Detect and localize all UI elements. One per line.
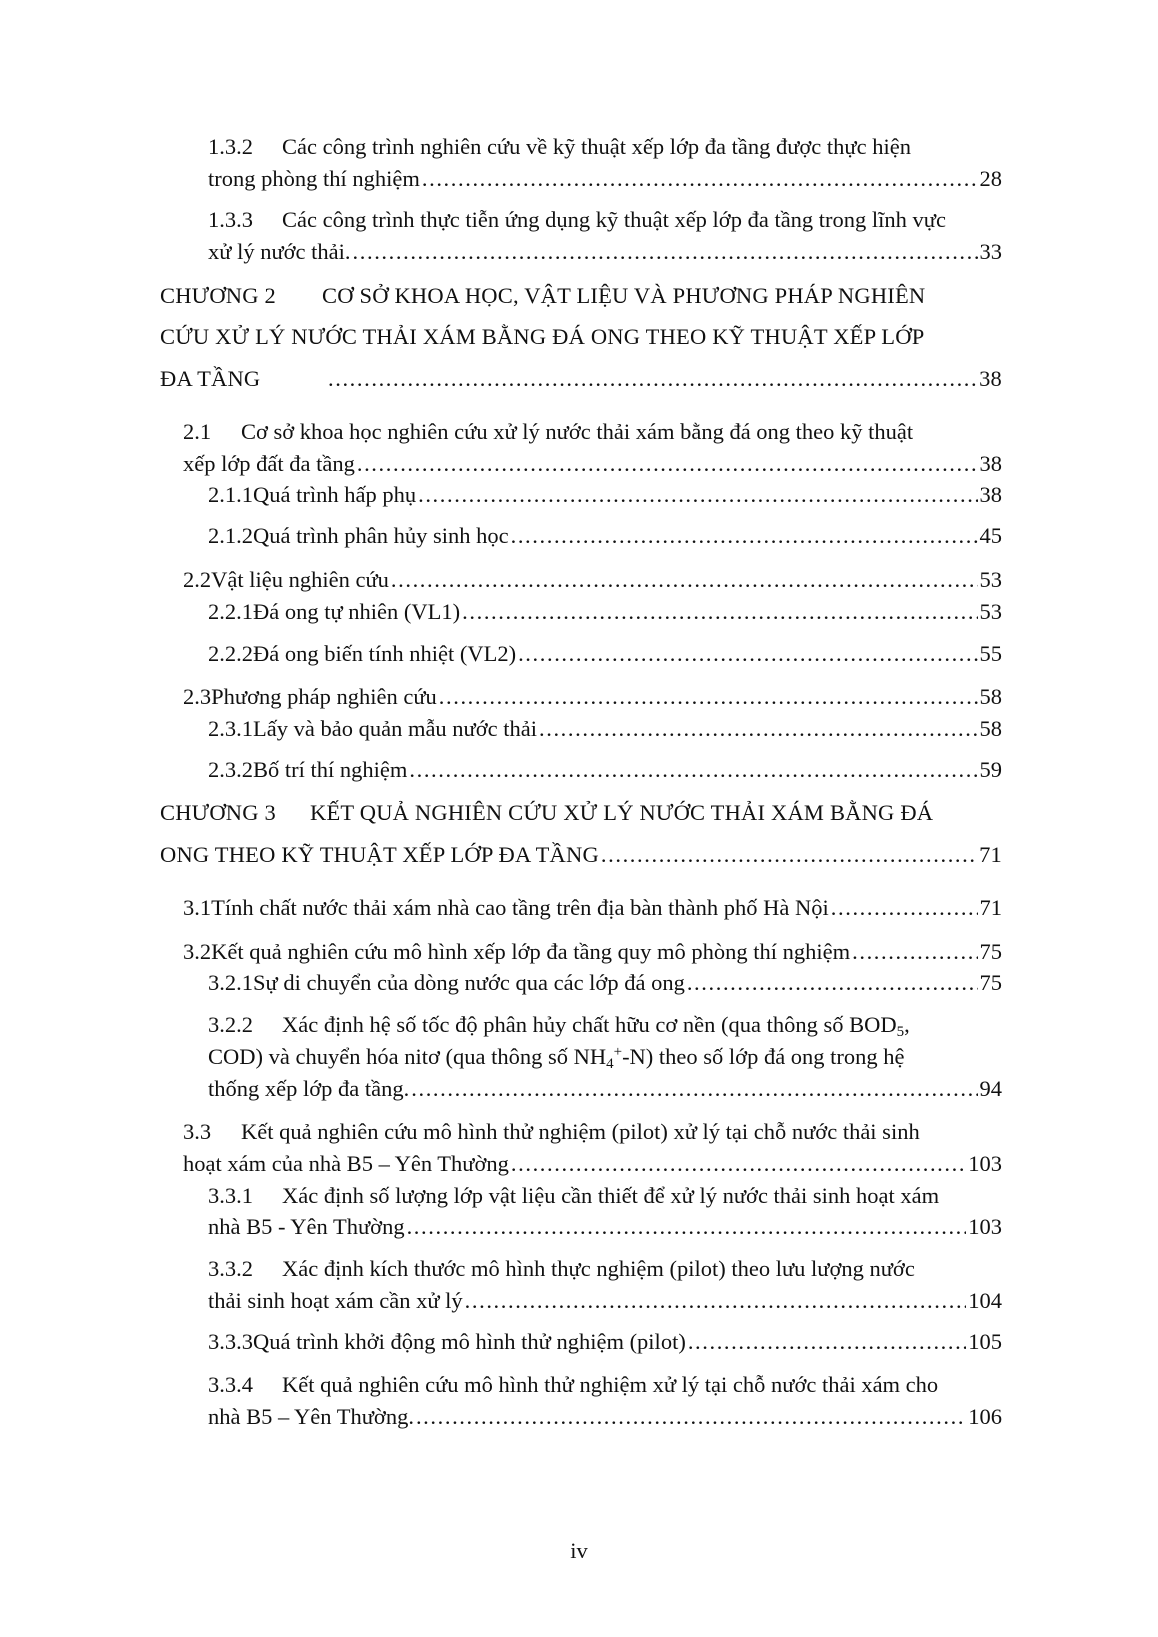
toc-number: 2.3.1 (208, 716, 253, 741)
toc-entry-3-3-2[interactable] (208, 1254, 915, 1284)
chapter-title-line-2: CỨU XỬ LÝ NƯỚC THẢI XÁM BẰNG ĐÁ ONG THEO KỸ THUẬT XẾP LỚP (160, 324, 925, 349)
toc-title-cont: trong phòng thí nghiệm (208, 166, 420, 191)
chapter-number: CHƯƠNG 2 (160, 283, 276, 308)
toc-page: 38 (979, 366, 1002, 391)
toc-number: 2.1.1 (208, 482, 253, 507)
toc-page: 38 (979, 482, 1002, 507)
dot-leader (511, 1149, 966, 1179)
toc-leader-3-3-4[interactable] (208, 1402, 1002, 1432)
toc-entry-3-2-2-line2 (208, 1042, 905, 1072)
toc-title: Vật liệu nghiên cứu (211, 567, 389, 592)
subscript: 4 (606, 1056, 614, 1072)
superscript: + (613, 1044, 623, 1060)
toc-title-cont: -N) theo số lớp đá ong trong hệ (622, 1044, 905, 1069)
toc-leader-3-3[interactable] (183, 1149, 1002, 1179)
toc-title: Xác định hệ số tốc độ phân hủy chất hữu cơ nền (qua thông số BOD (282, 1012, 897, 1037)
toc-leader-1-3-2[interactable] (208, 164, 1002, 194)
toc-title: Xác định số lượng lớp vật liệu cần thiết để xử lý nước thải sinh hoạt xám (282, 1183, 940, 1208)
dot-leader (407, 1212, 967, 1242)
toc-entry-3-3-1[interactable] (208, 1181, 939, 1211)
dot-leader (852, 937, 977, 967)
toc-entry-2-2-2[interactable] (208, 639, 1002, 669)
toc-leader-chapter-2[interactable] (160, 364, 1002, 394)
dot-leader (357, 449, 978, 479)
toc-title: Quá trình phân hủy sinh học (253, 523, 509, 548)
toc-title-cont: nhà B5 - Yên Thường (208, 1214, 405, 1239)
toc-leader-3-3-2[interactable] (208, 1286, 1002, 1316)
toc-entry-2-3-2[interactable] (208, 755, 1002, 785)
toc-leader-3-3-1[interactable] (208, 1212, 1002, 1242)
toc-entry-3-2-1[interactable] (208, 968, 1002, 998)
chapter-title-line-2: ONG THEO KỸ THUẬT XẾP LỚP ĐA TẦNG (160, 842, 599, 867)
page-number: iv (570, 1538, 588, 1563)
toc-page: 75 (979, 970, 1002, 995)
toc-number: 3.3.4 (208, 1372, 253, 1397)
toc-page: 75 (979, 939, 1002, 964)
toc-title: Kết quả nghiên cứu mô hình thử nghiệm xử lý tại chỗ nước thải xám cho (282, 1372, 939, 1397)
toc-number: 3.3 (183, 1119, 212, 1144)
toc-title-cont: COD) và chuyển hóa nitơ (qua thông số NH (208, 1044, 607, 1069)
toc-title: Đá ong tự nhiên (VL1) (253, 599, 461, 624)
toc-page: 58 (979, 716, 1002, 741)
toc-leader-2-1[interactable] (183, 449, 1002, 479)
chapter-title-line-3: ĐA TẦNG (160, 366, 261, 391)
toc-title-cont: hoạt xám của nhà B5 – Yên Thường (183, 1151, 509, 1176)
toc-number: 3.3.2 (208, 1256, 253, 1281)
dot-leader (462, 597, 977, 627)
toc-page: 71 (979, 842, 1002, 867)
toc-page: 103 (968, 1151, 1002, 1176)
toc-page: 71 (979, 895, 1002, 920)
toc-entry-2-1-2[interactable] (208, 521, 1002, 551)
toc-number: 3.1 (183, 895, 212, 920)
toc-entry-3-3[interactable] (183, 1117, 920, 1147)
toc-entry-1-3-3[interactable] (208, 205, 946, 235)
toc-title: Kết quả nghiên cứu mô hình thử nghiệm (pilot) xử lý tại chỗ nước thải sinh (241, 1119, 920, 1144)
toc-page: 55 (979, 641, 1002, 666)
toc-title-cont: thống xếp lớp đa tầng. (208, 1076, 410, 1101)
chapter-title: KẾT QUẢ NGHIÊN CỨU XỬ LÝ NƯỚC THẢI XÁM BẰNG ĐÁ (310, 800, 934, 825)
toc-page: 53 (979, 567, 1002, 592)
toc-entry-3-3-3[interactable] (208, 1327, 1002, 1357)
dot-leader (422, 164, 978, 194)
toc-number: 3.2.2 (208, 1012, 253, 1037)
toc-title: Xác định kích thước mô hình thực nghiệm (pilot) theo lưu lượng nước (282, 1256, 915, 1281)
toc-title: Các công trình nghiên cứu về kỹ thuật xếp lớp đa tầng được thực hiện (282, 134, 911, 159)
toc-chapter-2[interactable] (160, 281, 925, 311)
toc-number: 2.1.2 (208, 523, 253, 548)
toc-number: 2.2.2 (208, 641, 253, 666)
dot-leader (518, 639, 977, 669)
toc-entry-3-3-4[interactable] (208, 1370, 938, 1400)
toc-page: 94 (979, 1076, 1002, 1101)
toc-title-cont: thải sinh hoạt xám cần xử lý (208, 1288, 463, 1313)
toc-title: Lấy và bảo quản mẫu nước thải (253, 716, 537, 741)
toc-leader-1-3-3[interactable] (208, 237, 1002, 267)
toc-entry-2-3[interactable] (183, 682, 1002, 712)
toc-entry-3-1[interactable] (183, 893, 1002, 923)
toc-number: 2.3 (183, 684, 212, 709)
dot-leader (465, 1286, 967, 1316)
toc-number: 3.3.1 (208, 1183, 253, 1208)
toc-number: 3.2.1 (208, 970, 253, 995)
toc-title-cont: xếp lớp đất đa tầng (183, 451, 355, 476)
toc-title: Các công trình thực tiễn ứng dụng kỹ thuật xếp lớp đa tầng trong lĩnh vực (282, 207, 946, 232)
toc-entry-1-3-2[interactable] (208, 132, 911, 162)
toc-number: 2.3.2 (208, 757, 253, 782)
toc-page: 45 (979, 523, 1002, 548)
dot-leader (511, 521, 978, 551)
toc-title: Cơ sở khoa học nghiên cứu xử lý nước thải xám bằng đá ong theo kỹ thuật (241, 419, 914, 444)
toc-leader-3-2-2[interactable] (208, 1074, 1002, 1104)
dot-leader (353, 237, 978, 267)
dot-leader (391, 565, 978, 595)
toc-title-cont: nhà B5 – Yên Thường. (208, 1404, 414, 1429)
dot-leader (409, 755, 977, 785)
toc-chapter-3[interactable] (160, 798, 933, 828)
toc-number: 2.1 (183, 419, 212, 444)
dot-leader (411, 1074, 977, 1104)
toc-page: 28 (979, 166, 1002, 191)
toc-title-punct: , (904, 1012, 910, 1037)
chapter-number: CHƯƠNG 3 (160, 800, 276, 825)
toc-title: Sự di chuyển của dòng nước qua các lớp đá ong (253, 970, 685, 995)
subscript: 5 (896, 1024, 905, 1040)
toc-page: 106 (968, 1404, 1002, 1429)
toc-title: Đá ong biến tính nhiệt (VL2) (253, 641, 517, 666)
toc-entry-2-2-1[interactable] (208, 597, 1002, 627)
toc-number: 3.3.3 (208, 1329, 253, 1354)
toc-title: Quá trình hấp phụ (253, 482, 417, 507)
toc-page: 104 (968, 1288, 1002, 1313)
toc-page: 38 (979, 451, 1002, 476)
dot-leader (418, 480, 977, 510)
toc-title: Tính chất nước thải xám nhà cao tầng trên địa bàn thành phố Hà Nội (211, 895, 829, 920)
dot-leader (328, 364, 977, 394)
dot-leader (539, 714, 978, 744)
dot-leader (831, 893, 978, 923)
toc-page: 103 (968, 1214, 1002, 1239)
dot-leader (416, 1402, 966, 1432)
dot-leader (688, 1327, 966, 1357)
toc-number: 2.2 (183, 567, 212, 592)
toc-title: Kết quả nghiên cứu mô hình xếp lớp đa tầng quy mô phòng thí nghiệm (211, 939, 851, 964)
toc-entry-2-2[interactable] (183, 565, 1002, 595)
toc-page: 105 (968, 1329, 1002, 1354)
toc-title: Bố trí thí nghiệm (253, 757, 408, 782)
toc-title: Phương pháp nghiên cứu (211, 684, 437, 709)
toc-number: 3.2 (183, 939, 212, 964)
toc-entry-2-1-1[interactable] (208, 480, 1002, 510)
toc-leader-chapter-3[interactable] (160, 840, 1002, 870)
toc-page: 33 (979, 239, 1002, 264)
dot-leader (601, 840, 977, 870)
toc-entry-3-2[interactable] (183, 937, 1002, 967)
toc-entry-3-2-2[interactable] (208, 1010, 910, 1040)
toc-entry-2-1[interactable] (183, 417, 913, 447)
toc-number: 2.2.1 (208, 599, 253, 624)
toc-number: 1.3.3 (208, 207, 253, 232)
toc-number: 1.3.2 (208, 134, 253, 159)
toc-page: 58 (979, 684, 1002, 709)
toc-page: 53 (979, 599, 1002, 624)
toc-title: Quá trình khởi động mô hình thử nghiệm (pilot) (253, 1329, 686, 1354)
toc-title-cont: xử lý nước thải. (208, 239, 351, 264)
chapter-title: CƠ SỞ KHOA HỌC, VẬT LIỆU VÀ PHƯƠNG PHÁP NGHIÊN (322, 283, 926, 308)
toc-entry-2-3-1[interactable] (208, 714, 1002, 744)
toc-page: 59 (979, 757, 1002, 782)
dot-leader (687, 968, 978, 998)
dot-leader (439, 682, 978, 712)
